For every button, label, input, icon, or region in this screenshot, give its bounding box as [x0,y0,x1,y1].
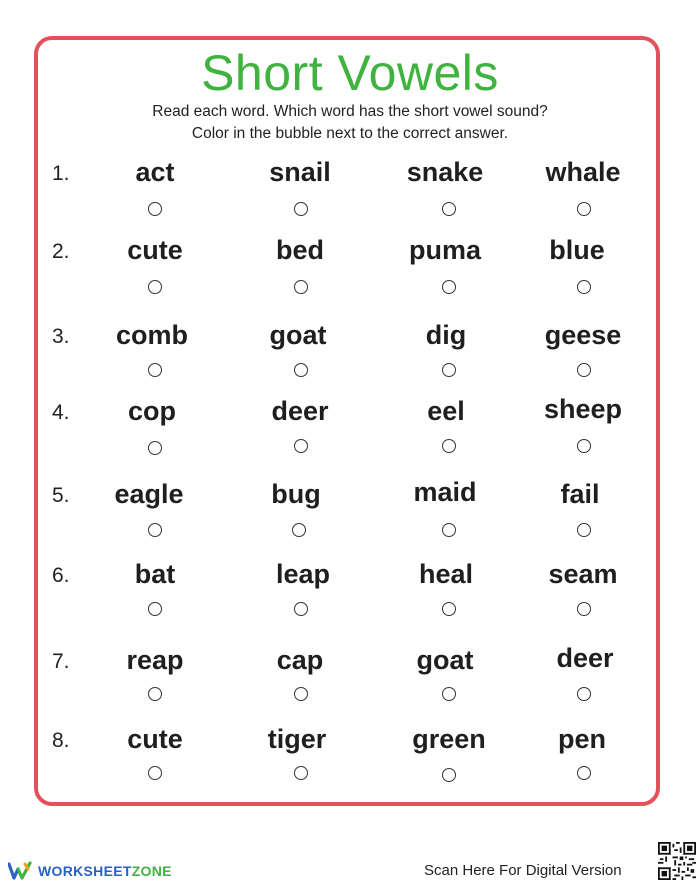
question-number: 6. [52,564,70,587]
question-number: 5. [52,484,70,507]
brand-name [38,863,172,879]
answer-word: leap [275,559,331,589]
answer-bubble[interactable] [577,523,591,537]
answer-word: act [135,157,175,187]
answer-word: cute [127,724,183,754]
answer-word: whale [545,157,621,187]
answer-bubble[interactable] [577,766,591,780]
page-title: Short Vowels [201,45,499,101]
answer-bubble[interactable] [577,202,591,216]
brand-logo[interactable] [8,860,172,882]
worksheet-zone-logo-icon [8,861,34,881]
answer-word: bug [271,479,321,509]
answer-word: maid [413,477,477,507]
answer-word: geese [544,320,622,350]
brand-name-part2: ZONE [131,863,172,879]
answer-bubble[interactable] [442,687,456,701]
answer-word: eagle [114,479,184,509]
answer-word: reap [126,645,184,675]
answer-bubble[interactable] [294,363,308,377]
answer-bubble[interactable] [577,687,591,701]
answer-word: cop [127,396,176,426]
answer-bubble[interactable] [577,439,591,453]
question-number: 8. [52,729,70,752]
answer-bubble[interactable] [148,441,162,455]
answer-bubble[interactable] [148,202,162,216]
answer-bubble[interactable] [442,602,456,616]
question-number: 3. [52,325,70,348]
answer-bubble[interactable] [148,523,162,537]
answer-bubble[interactable] [292,523,306,537]
instruction-line-2: Color in the bubble next to the correct answer. [191,125,509,142]
answer-word: goat [416,645,474,675]
answer-word: dig [425,320,467,350]
answer-bubble[interactable] [577,602,591,616]
answer-word: deer [271,396,329,426]
answer-bubble[interactable] [442,439,456,453]
answer-bubble[interactable] [294,687,308,701]
answer-bubble[interactable] [294,439,308,453]
answer-bubble[interactable] [148,687,162,701]
answer-bubble[interactable] [294,280,308,294]
answer-bubble[interactable] [148,602,162,616]
answer-word: blue [549,235,605,265]
answer-word: comb [115,320,188,350]
question-number: 1. [52,162,70,185]
answer-bubble[interactable] [294,766,308,780]
answer-word: cap [276,645,324,675]
instruction-line-1: Read each word. Which word has the short vowel sound? [152,103,548,120]
answer-word: tiger [267,724,327,754]
answer-word: snail [269,157,331,187]
answer-word: fail [560,479,600,509]
answer-word: heal [418,559,474,589]
answer-bubble[interactable] [294,202,308,216]
answer-word: green [412,724,486,754]
answer-bubble[interactable] [442,768,456,782]
brand-name-part1: WORKSHEET [38,863,132,879]
question-number: 2. [52,240,70,263]
answer-word: snake [406,157,484,187]
answer-bubble[interactable] [442,523,456,537]
answer-bubble[interactable] [577,363,591,377]
answer-bubble[interactable] [442,363,456,377]
answer-bubble[interactable] [148,280,162,294]
question-number: 7. [52,650,70,673]
answer-bubble[interactable] [442,202,456,216]
answer-bubble[interactable] [442,280,456,294]
answer-word: bed [275,235,324,265]
answer-bubble[interactable] [577,280,591,294]
scan-instruction: Scan Here For Digital Version [424,862,622,879]
answer-bubble[interactable] [148,363,162,377]
answer-word: seam [548,559,618,589]
qr-code-icon[interactable] [658,842,696,880]
answer-word: deer [556,643,614,673]
answer-word: goat [269,320,327,350]
answer-bubble[interactable] [294,602,308,616]
answer-word: cute [127,235,183,265]
answer-word: bat [134,559,176,589]
question-number: 4. [52,401,70,424]
answer-word: eel [427,396,465,426]
answer-word: pen [557,724,606,754]
answer-bubble[interactable] [148,766,162,780]
answer-word: sheep [543,394,623,424]
answer-word: puma [408,235,481,265]
